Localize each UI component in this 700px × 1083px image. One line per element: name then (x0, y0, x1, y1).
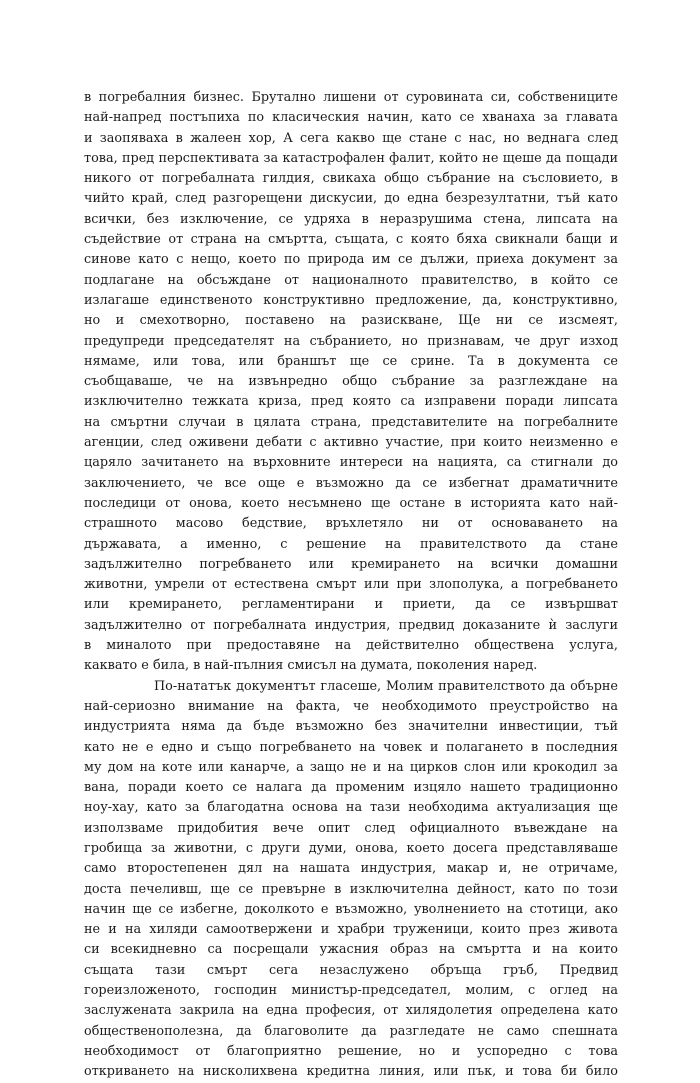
text-line: всички, без изключение, се удряха в неразрушима стена, липсата на (84, 211, 618, 227)
text-line: чийто край, след разгорещени дискусии, до една безрезултатни, тъй като (84, 191, 618, 207)
text-line: си всекидневно са посрещали ужасния образ на смъртта и на които (84, 942, 618, 958)
text-line: в миналото при предоставяне на действително обществена услуга, (84, 638, 618, 654)
paragraph (84, 88, 618, 677)
text-line: индустрията няма да бъде възможно без значителни инвестиции, тъй (84, 719, 618, 735)
text-line: заслужената закрила на една професия, от хилядолетия определена като (84, 1003, 618, 1019)
text-line: съобщаваше, че на извънредно общо събрание за разглеждане на (84, 374, 618, 390)
text-line: синове като с нещо, което по природа им се дължи, приеха документ за (84, 252, 618, 268)
text-line: задължително от погребалната индустрия, предвид доказаните ѝ заслуги (84, 617, 618, 633)
text-line: в погребалния бизнес. Брутално лишени от суровината си, собствениците (84, 90, 618, 105)
text-line: никого от погребалната гилдия, свикаха общо събрание на съсловието, в (84, 171, 618, 187)
text-line: нямаме, или това, или браншът ще се срине. Та в документа се (84, 353, 618, 369)
text-line: най-сериозно внимание на факта, че необходимото преустройство на (84, 698, 618, 714)
text-line: животни, умрели от естествена смърт или при злополука, а погребването (84, 577, 618, 593)
text-line: му дом на коте или канарче, а защо не и на цирков слон или крокодил за (84, 759, 618, 775)
text-line: излагаше единственото конструктивно предложение, да, конструктивно, (84, 292, 618, 308)
text-line: последици от онова, което несъмнено ще остане в историята като най- (84, 495, 618, 511)
text-line: държавата, а именно, с решение на правителството да стане (84, 536, 618, 552)
text-line: агенции, след оживени дебати с активно участие, при които неизменно е (84, 435, 618, 451)
text-line: предупреди председателят на събранието, но признавам, че друг изход (84, 333, 618, 349)
text-line: подлагане на обсъждане от националното правителство, в който се (84, 272, 618, 288)
text-line: това, пред перспективата за катастрофален фалит, който не щеше да пощади (84, 150, 618, 166)
text-line: необходимост от благоприятно решение, но и успоредно с това (84, 1043, 618, 1059)
text-line: ноу-хау, като за благодатна основа на тази необходима актуализация ще (84, 800, 618, 816)
text-line: на смъртни случаи в цялата страна, представителите на погребалните (84, 414, 618, 430)
text-line: откриването на нисколихвена кредитна линия, или пък, и това би било (84, 1064, 618, 1080)
text-line: вана, поради което се налага да променим изцяло нашето традиционно (84, 780, 618, 796)
text-line: начин ще се избегне, доколкото е възможно, уволнението на стотици, ако (84, 901, 618, 917)
text-line: каквато е била, в най-пълния смисъл на думата, поколения наред. (84, 658, 538, 674)
text-line: доста печеливш, ще се превърне в изключителна дейност, като по този (84, 881, 618, 897)
text-line: заключението, че все още е възможно да се избегнат драматичните (84, 475, 618, 491)
text-line: царяло зачитането на върховните интереси на нацията, са стигнали до (84, 455, 618, 471)
text-line: страшното масово бедствие, връхлетяло ни от основаването на (84, 516, 618, 532)
text-line: или кремирането, регламентирани и приети, да се извършват (84, 597, 618, 613)
text-line: същата тази смърт сега незаслужено обръща гръб, Предвид (84, 962, 618, 978)
text-line: най-напред постъпиха по класическия начин, като се хванаха за главата (84, 110, 618, 126)
text-line: изключително тежката криза, пред която са изправени поради липсата (84, 394, 618, 410)
text-line: гробища за животни, с други думи, онова, което досега представляваше (84, 840, 618, 856)
text-line: и заопяваха в жалеен хор, А сега какво ще стане с нас, но веднага след (84, 130, 618, 146)
paragraph (84, 677, 618, 1083)
text-line: като не е едно и също погребването на човек и полагането в последния (84, 739, 618, 755)
text-line: По-нататък документът гласеше, Молим правителството да обърне (154, 678, 618, 694)
text-line: но и смехотворно, поставено на разискване, Ще ни се изсмеят, (84, 313, 618, 329)
text-line: съдействие от страна на смъртта, същата, с която бяха свикнали бащи и (84, 232, 618, 248)
text-line: не и на хиляди самоотвержени и храбри труженици, които през живота (84, 922, 618, 938)
text-line: само второстепенен дял на нашата индустрия, макар и, не отричаме, (84, 861, 618, 877)
body-text (84, 88, 618, 1083)
text-line: гореизложеното, господин министър-председател, молим, с оглед на (84, 983, 618, 999)
text-line: задължително погребването или кремирането на всички домашни (84, 556, 618, 572)
text-line: общественополезна, да благоволите да разгледате не само спешната (84, 1023, 618, 1039)
text-line: използваме придобития вече опит след официалното въвеждане на (84, 820, 618, 836)
